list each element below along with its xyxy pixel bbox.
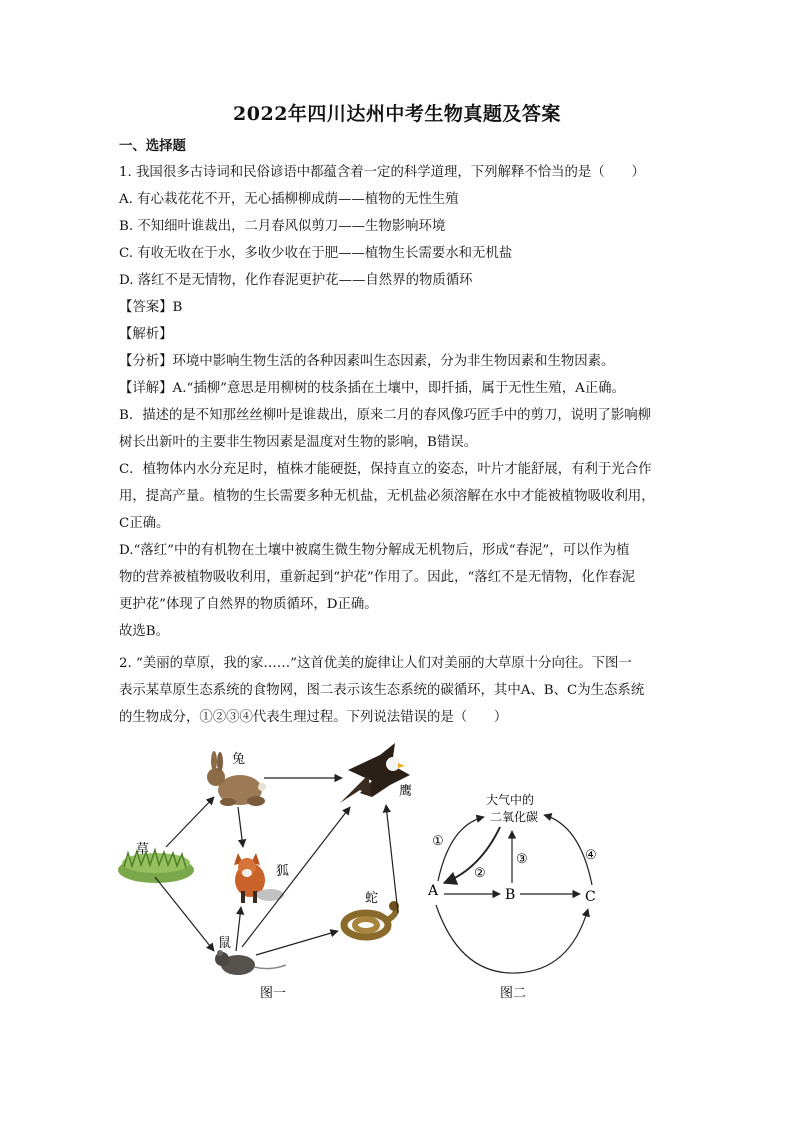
question-1-option-b: B. 不知细叶谁裁出，二月春风似剪刀——生物影响环境 [119,219,446,234]
question-2-line: 表示某草原生态系统的食物网，图二表示该生态系统的碳循环，其中A、B、C为生态系统 [119,683,645,698]
mouse-label: 鼠 [218,936,232,951]
question-1-option-d: D. 落红不是无情物，化作春泥更护花——自然界的物质循环 [119,273,473,288]
analysis-label: 【解析】 [119,327,173,342]
question-1-option-a: A. 有心栽花花不开，无心插柳柳成荫——植物的无性生殖 [119,192,459,207]
question-1-option-c: C. 有收无收在于水，多收少收在于肥——植物生长需要水和无机盐 [119,246,513,261]
section-heading: 一、选择题 [119,138,186,154]
question-1-stem: 1. 我国很多古诗词和民俗谚语中都蕴含着一定的科学道理，下列解释不恰当的是（ ） [119,165,645,180]
figure-1-caption: 图一 [260,986,287,1001]
arrow-a-to-c [436,905,588,973]
food-web-diagram [110,735,440,1005]
detail-line: C正确。 [119,516,170,531]
node-c: C [585,889,596,905]
arrow-grass-rabbit [166,797,214,847]
arrow-grass-mouse [155,877,214,951]
detail-line: 更护花”体现了自然界的物质循环，D正确。 [119,597,378,612]
fox-label: 狐 [276,864,290,879]
detail-line: B．描述的是不知那丝丝柳叶是谁裁出，原来二月的春风像巧匠手中的剪刀，说明了影响柳 [119,408,652,423]
carbon-cycle-diagram [420,785,610,1005]
answer-label: 【答案】B [119,300,183,315]
question-2-line: 2. “美丽的草原，我的家……”这首优美的旋律让人们对美丽的大草原十分向往。下图一 [119,656,632,671]
figure-2-caption: 图二 [500,986,527,1001]
node-a: A [428,883,439,899]
arrow-mouse-fox [236,907,241,951]
detail-line: 用，提高产量。植物的生长需要多种无机盐，无机盐必须溶解在水中才能被植物吸收利用， [119,489,655,504]
detail-line: D.“落红”中的有机物在土壤中被腐生微生物分解成无机物后，形成“春泥”，可以作为植 [119,543,630,558]
process-4-label: ④ [585,848,597,863]
detail-line: 树长出新叶的主要非生物因素是温度对生物的影响，B错误。 [119,435,477,450]
co2-label-line1: 大气中的 [486,793,535,807]
page-title: 2022年四川达州中考生物真题及答案 [233,103,561,125]
grass-label: 草 [136,842,150,857]
detail-line: 【详解】A.“插柳”意思是用柳树的枝条插在土壤中，即扦插，属于无性生殖，A正确。 [119,381,625,396]
detail-line: C．植物体内水分充足时，植株才能硬挺，保持直立的姿态，叶片才能舒展，有利于光合作 [119,462,652,477]
rabbit-label: 兔 [232,752,246,767]
question-2-line: 的生物成分，①②③④代表生理过程。下列说法错误的是（ ） [119,710,508,725]
co2-label-line2: 二氧化碳 [490,810,539,824]
mouse-icon [215,950,286,975]
node-b: B [505,887,516,903]
arrow-co2-to-a [444,827,500,883]
process-3-label: ③ [516,852,528,867]
detail-line: 故选B。 [119,624,170,639]
snake-label: 蛇 [365,891,379,906]
detail-line: 物的营养被植物吸收利用，重新起到“护花”作用了。因此，“落红不是无情物，化作春泥 [119,570,635,585]
eagle-label: 鹰 [399,784,413,799]
process-1-label: ① [432,834,444,849]
analysis-summary: 【分析】环境中影响生物生活的各种因素叫生态因素，分为非生物因素和生物因素。 [119,354,615,369]
arrow-snake-eagle [386,805,398,913]
snake-icon [344,901,399,937]
process-2-label: ② [474,866,486,881]
arrow-mouse-snake [256,931,338,955]
arrow-rabbit-fox [238,807,243,847]
